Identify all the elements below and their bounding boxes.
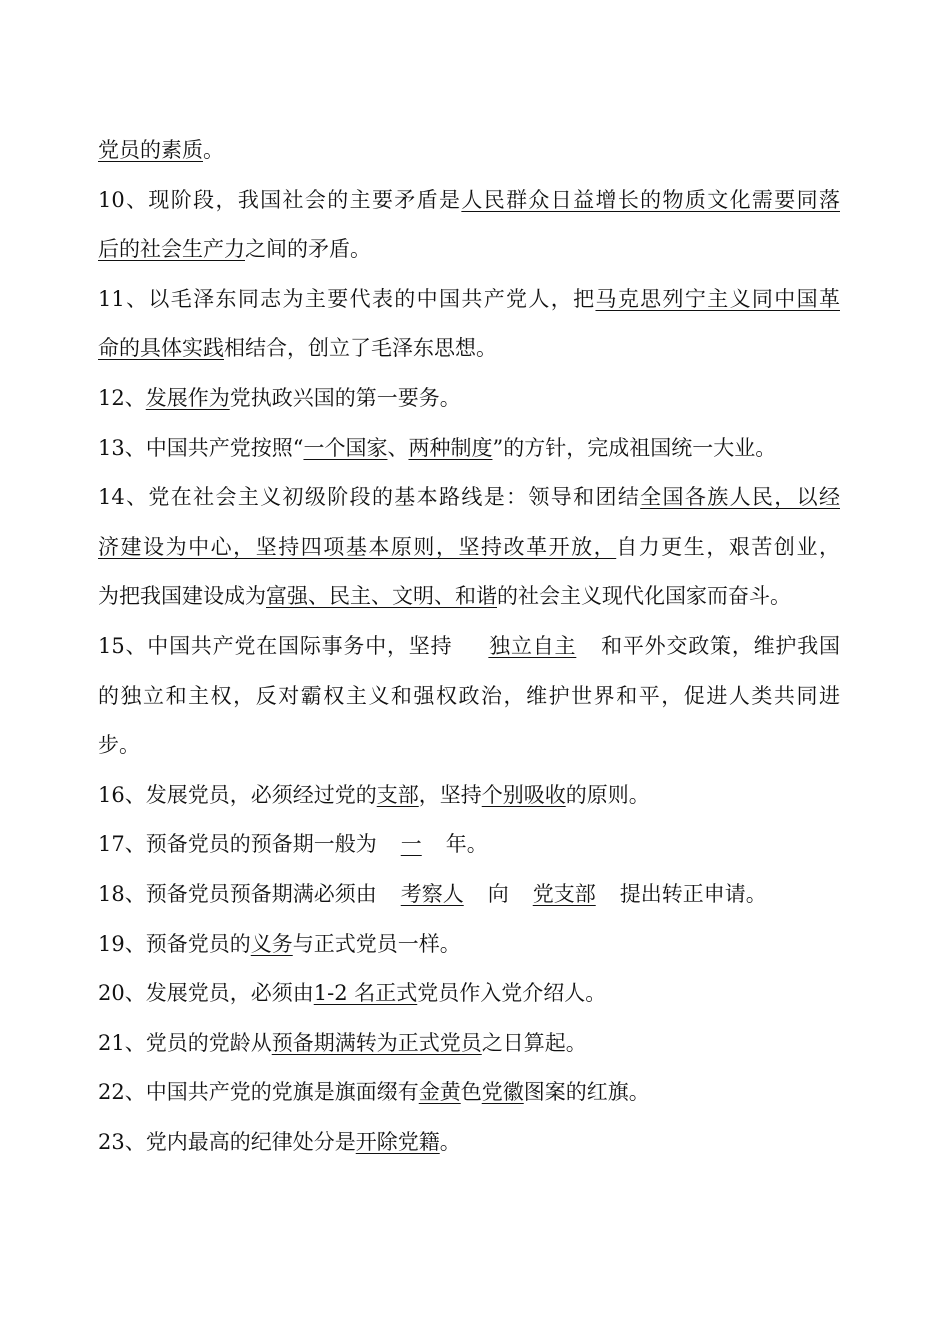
text-line: 18、预备党员预备期满必须由 考察人 向 党支部 提出转正申请。 (98, 881, 767, 906)
answer-blank: 一个国家 (303, 435, 388, 460)
text-line: 23、党内最高的纪律处分是开除党籍。 (98, 1129, 461, 1154)
answer-blank: 富强、民主、文明、和谐 (266, 584, 497, 609)
text-line: 济建设为中心，坚持四项基本原则，坚持改革开放，自力更生，艰苦创业， (98, 534, 840, 559)
text-line: 为把我国建设成为富强、民主、文明、和谐的社会主义现代化国家而奋斗。 (98, 584, 791, 609)
text-line: 党员的素质。 (98, 138, 224, 162)
text-line: 22、中国共产党的党旗是旗面缀有金黄色党徽图案的红旗。 (98, 1080, 650, 1105)
answer-blank: 义务 (250, 931, 293, 956)
answer-blank: 考察人 (400, 881, 464, 906)
text-line: 的独立和主权，反对霸权主义和强权政治，维护世界和平，促进人类共同进 (98, 683, 840, 708)
text-line: 21、党员的党龄从预备期满转为正式党员之日算起。 (98, 1030, 587, 1055)
answer-blank: 党徽 (481, 1080, 524, 1105)
text-line: 19、预备党员的义务与正式党员一样。 (98, 931, 461, 956)
answer-blank: 党支部 (532, 881, 596, 906)
document-body (98, 126, 840, 1167)
answer-blank: 个别吸收 (481, 782, 566, 807)
text-line: 11、以毛泽东同志为主要代表的中国共产党人，把马克思列宁主义同中国革 (98, 286, 840, 311)
answer-blank: 金黄 (418, 1080, 461, 1105)
answer-blank: 济建设为中心，坚持四项基本原则，坚持改革开放， (98, 534, 617, 559)
answer-blank: 开除党籍 (355, 1129, 440, 1154)
text-line: 20、发展党员，必须由1-2 名正式党员作入党介绍人。 (98, 981, 607, 1006)
text-line: 命的具体实践相结合，创立了毛泽东思想。 (98, 336, 497, 361)
text-line: 17、预备党员的预备期一般为 一 年。 (98, 832, 488, 857)
answer-blank: 支部 (376, 782, 419, 807)
text-line: 15、中国共产党在国际事务中，坚持 独立自主 和平外交政策，维护我国 (98, 633, 840, 658)
text-line: 后的社会生产力之间的矛盾。 (98, 237, 371, 262)
answer-blank: 一 (400, 832, 422, 857)
text-line: 12、发展作为党执政兴国的第一要务。 (98, 385, 461, 410)
answer-blank: 1-2 名正式 (313, 981, 418, 1006)
answer-blank: 党员的素质 (98, 138, 203, 162)
answer-blank: 后的社会生产力 (98, 237, 245, 262)
text-line: 10、现阶段，我国社会的主要矛盾是人民群众日益增长的物质文化需要同落 (98, 187, 840, 212)
answer-blank: 人民群众日益增长的物质文化需要同落 (461, 187, 840, 212)
answer-blank: 全国各族人民，以经 (640, 485, 840, 510)
answer-blank: 马克思列宁主义同中国革 (595, 286, 840, 311)
text-line: 13、中国共产党按照“一个国家、两种制度”的方针，完成祖国统一大业。 (98, 435, 777, 460)
answer-blank: 预备期满转为正式党员 (271, 1030, 482, 1055)
text-line: 16、发展党员，必须经过党的支部，坚持个别吸收的原则。 (98, 782, 650, 807)
answer-blank: 发展作为 (145, 385, 230, 410)
answer-blank: 命的具体实践 (98, 336, 224, 361)
answer-blank: 两种制度 (408, 435, 493, 460)
answer-blank: 独立自主 (488, 633, 577, 658)
text-line: 步。 (98, 733, 140, 758)
text-line: 14、党在社会主义初级阶段的基本路线是：领导和团结全国各族人民，以经 (98, 485, 840, 510)
